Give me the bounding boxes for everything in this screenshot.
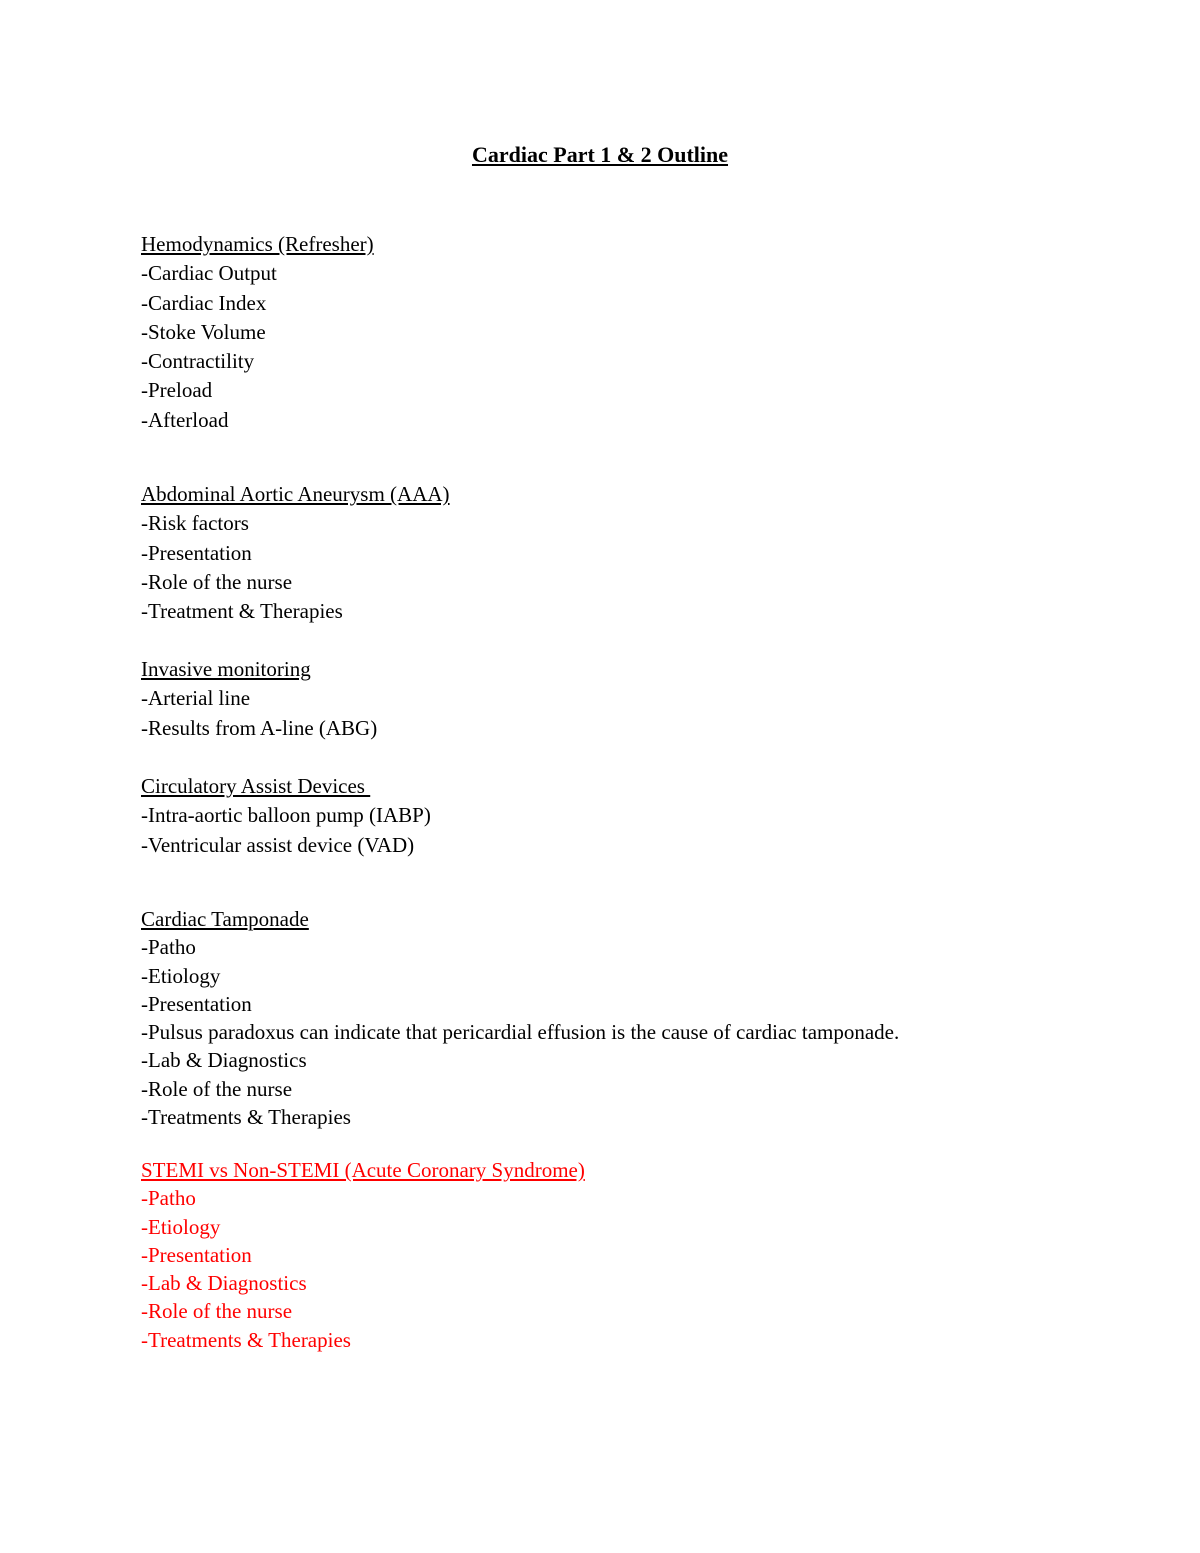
list-item: -Stoke Volume <box>141 319 266 344</box>
list-item: -Presentation <box>141 991 252 1016</box>
section-heading: Abdominal Aortic Aneurysm (AAA) <box>141 482 450 506</box>
list-item: -Lab & Diagnostics <box>141 1048 307 1073</box>
list-item: -Risk factors <box>141 511 249 536</box>
section-invasive-monitoring <box>141 655 1141 743</box>
section-heading: Hemodynamics (Refresher) <box>141 232 374 256</box>
list-item: -Patho <box>141 935 196 960</box>
list-item: -Treatments & Therapies <box>141 1327 351 1352</box>
section-heading: Cardiac Tamponade <box>141 907 309 931</box>
list-item: -Role of the nurse <box>141 569 293 594</box>
list-item: -Pulsus paradoxus can indicate that pericardial effusion is the cause of cardiac tamponade. <box>141 1020 900 1045</box>
list-item: -Cardiac Index <box>141 290 267 315</box>
list-item: -Ventricular assist device (VAD) <box>141 832 415 857</box>
list-item: -Treatments & Therapies <box>141 1105 351 1130</box>
list-item: -Patho <box>141 1186 196 1211</box>
page-title: Cardiac Part 1 & 2 Outline <box>471 142 729 167</box>
list-item: -Afterload <box>141 407 229 432</box>
list-item: -Etiology <box>141 1214 221 1239</box>
list-item: -Arterial line <box>141 686 251 711</box>
list-item: -Presentation <box>141 1242 252 1267</box>
section-heading: STEMI vs Non-STEMI (Acute Coronary Syndrome) <box>141 1158 585 1182</box>
section-aaa <box>141 480 1141 626</box>
section-stemi <box>141 1156 1141 1354</box>
section-heading: Invasive monitoring <box>141 657 311 681</box>
list-item: -Role of the nurse <box>141 1076 293 1101</box>
list-item: -Etiology <box>141 963 221 988</box>
list-item: -Intra-aortic balloon pump (IABP) <box>141 803 431 828</box>
list-item: -Preload <box>141 378 213 403</box>
list-item: -Role of the nurse <box>141 1299 293 1324</box>
list-item: -Treatment & Therapies <box>141 599 343 624</box>
list-item: -Lab & Diagnostics <box>141 1271 307 1296</box>
section-hemodynamics <box>141 230 1141 435</box>
section-heading: Circulatory Assist Devices <box>141 774 371 798</box>
list-item: -Contractility <box>141 349 255 374</box>
section-cardiac-tamponade <box>141 905 1141 1131</box>
list-item: -Presentation <box>141 540 252 565</box>
section-circulatory-assist-devices <box>141 772 1141 860</box>
list-item: -Results from A-line (ABG) <box>141 715 378 740</box>
list-item: -Cardiac Output <box>141 261 277 286</box>
